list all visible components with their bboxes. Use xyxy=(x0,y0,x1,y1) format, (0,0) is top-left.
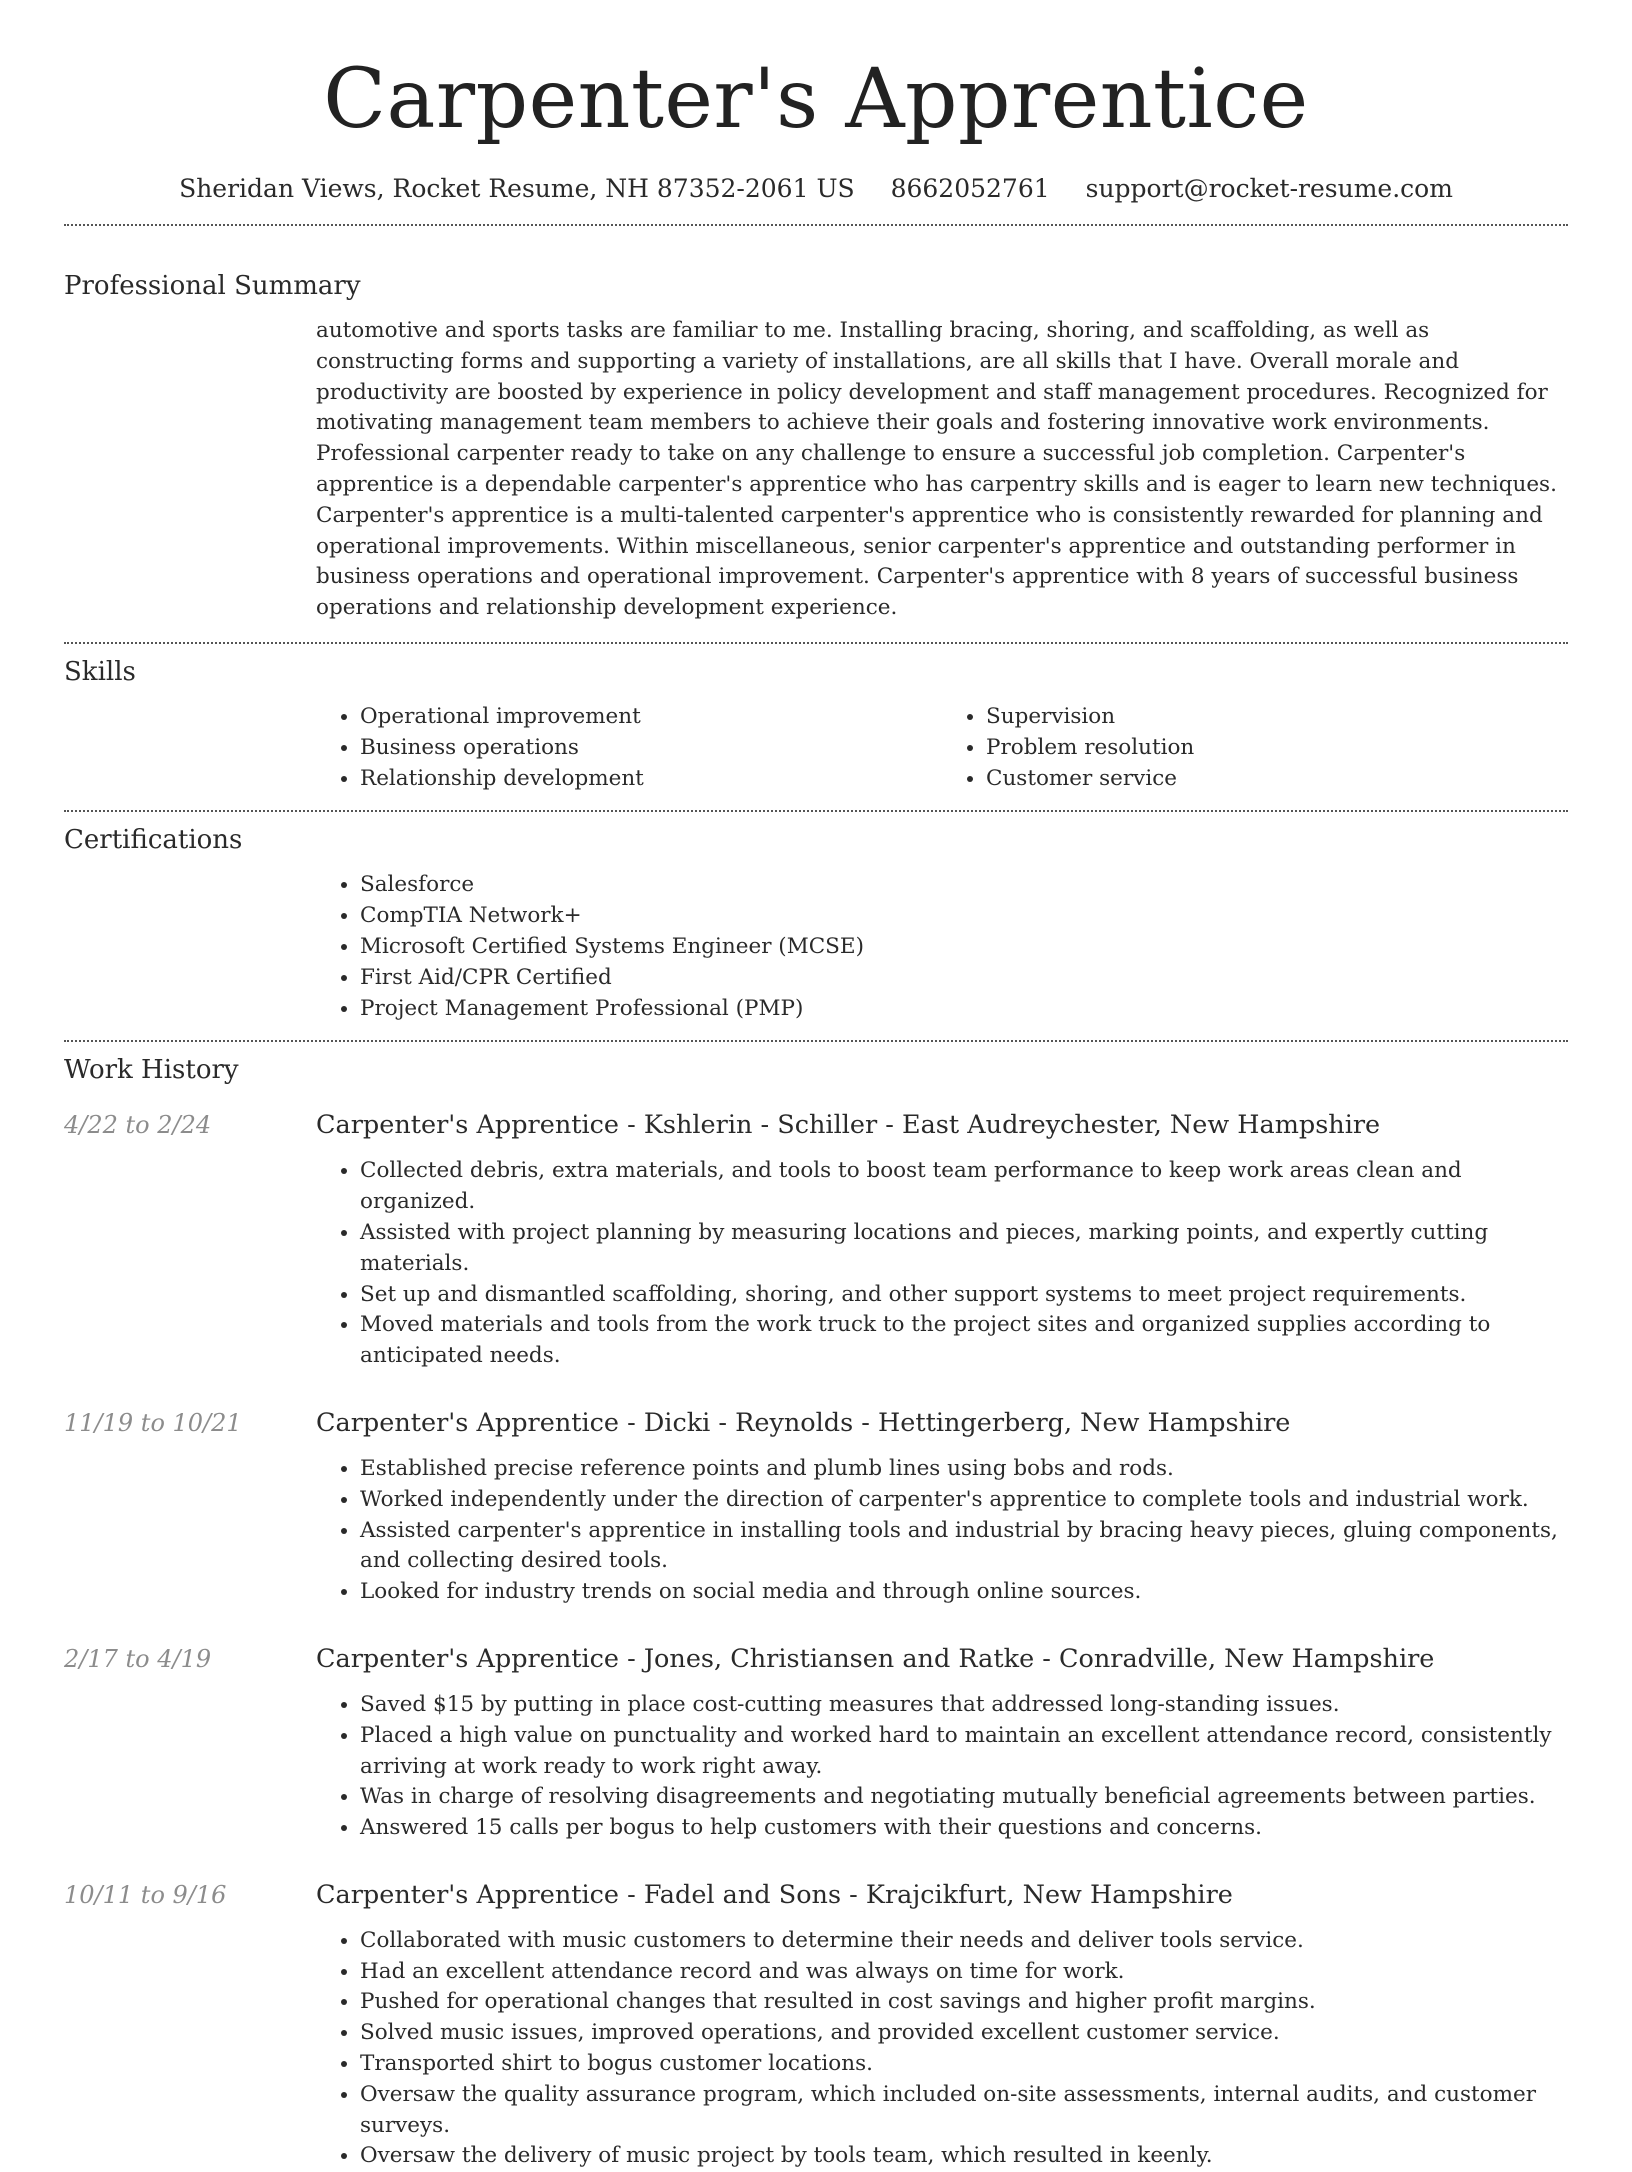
contact-phone: 8662052761 xyxy=(890,174,1050,203)
skills-list-right xyxy=(942,702,1568,794)
job-entry xyxy=(64,1880,1568,2172)
job-bullets xyxy=(316,1454,1568,1608)
job-bullets xyxy=(316,1156,1568,1372)
certification-item: • Microsoft Certified Systems Engineer (MCSE) xyxy=(360,932,1568,963)
contact-line xyxy=(64,172,1568,206)
job-bullet: • Had an excellent attendance record and was always on time for work. xyxy=(360,1957,1568,1988)
contact-address: Sheridan Views, Rocket Resume, NH 87352-2061 US xyxy=(179,174,855,203)
job-bullet: • Collaborated with music customers to determine their needs and deliver tools service. xyxy=(360,1926,1568,1957)
divider xyxy=(64,642,1568,644)
job-header xyxy=(64,1880,1568,1910)
skill-item: • Operational improvement xyxy=(360,702,942,733)
skill-item: • Supervision xyxy=(986,702,1568,733)
job-bullet: • Established precise reference points and plumb lines using bobs and rods. xyxy=(360,1454,1568,1485)
job-dates: 4/22 to 2/24 xyxy=(64,1111,212,1140)
divider xyxy=(64,224,1568,226)
skills-list-left xyxy=(316,702,942,794)
resume-name: Carpenter's Apprentice xyxy=(323,52,1309,147)
job-bullet: • Transported shirt to bogus customer locations. xyxy=(360,2049,1568,2080)
skill-item: • Relationship development xyxy=(360,764,942,795)
job-bullet: • Looked for industry trends on social media and through online sources. xyxy=(360,1577,1568,1608)
job-bullet-list xyxy=(316,1454,1568,1608)
certification-item: • First Aid/CPR Certified xyxy=(360,963,1568,994)
job-bullet: • Oversaw the quality assurance program, which included on-site assessments, internal audits, and customer surveys. xyxy=(360,2080,1568,2142)
skills-title: Skills xyxy=(64,656,136,687)
certification-item: • Project Management Professional (PMP) xyxy=(360,994,1568,1025)
job-bullet: • Answered 15 calls per bogus to help customers with their questions and concerns. xyxy=(360,1813,1568,1844)
job-bullet: • Collected debris, extra materials, and tools to boost team performance to keep work areas clean and organized. xyxy=(360,1156,1568,1218)
certifications-title: Certifications xyxy=(64,825,243,856)
skill-item: • Business operations xyxy=(360,733,942,764)
work-history-section xyxy=(64,1054,1568,2172)
job-bullet: • Pushed for operational changes that resulted in cost savings and higher profit margins. xyxy=(360,1987,1568,2018)
certification-item: • Salesforce xyxy=(360,870,1568,901)
summary-section xyxy=(64,270,1568,624)
summary-text: automotive and sports tasks are familiar to me. Installing bracing, shoring, and scaffolding, as well as constructing forms and supporting a variety of installations, are all skills that I have. Overall morale and productivity are boosted by experience in policy development and staff management procedures. Recognized for motivating management team members to achieve their goals and fostering innovative work environments. Professional carpenter ready to take on any challenge to ensure a successful job completion. Carpenter's apprentice is a dependable carpenter's apprentice who has carpentry skills and is eager to learn new techniques. Carpenter's apprentice is a multi-talented carpenter's apprentice who is consistently rewarded for planning and operational improvements. Within miscellaneous, senior carpenter's apprentice and outstanding performer in business operations and operational improvement. Carpenter's apprentice with 8 years of successful business operations and relationship development experience. xyxy=(316,318,1557,621)
job-bullets xyxy=(316,1926,1568,2172)
summary-body xyxy=(316,316,1568,624)
certifications-section xyxy=(64,824,1568,1024)
job-title: Carpenter's Apprentice - Jones, Christiansen and Ratke - Conradville, New Hampshire xyxy=(316,1643,1435,1674)
job-title: Carpenter's Apprentice - Dicki - Reynolds - Hettingerberg, New Hampshire xyxy=(316,1407,1291,1438)
job-entry xyxy=(64,1644,1568,1844)
work-history-title: Work History xyxy=(64,1055,239,1086)
contact-email: support@rocket-resume.com xyxy=(1085,174,1453,203)
job-bullet-list xyxy=(316,1926,1568,2172)
divider xyxy=(64,1040,1568,1042)
job-bullet: • Set up and dismantled scaffolding, shoring, and other support systems to meet project requirements. xyxy=(360,1280,1568,1311)
job-entry xyxy=(64,1110,1568,1372)
job-bullet-list xyxy=(316,1156,1568,1372)
job-entry xyxy=(64,1408,1568,1608)
skill-item: • Problem resolution xyxy=(986,733,1568,764)
job-bullet: • Solved music issues, improved operations, and provided excellent customer service. xyxy=(360,2018,1568,2049)
job-bullet: • Assisted with project planning by measuring locations and pieces, marking points, and expertly cutting materials. xyxy=(360,1218,1568,1280)
job-bullets xyxy=(316,1690,1568,1844)
job-bullet: • Moved materials and tools from the work truck to the project sites and organized supplies according to anticipated needs. xyxy=(360,1310,1568,1372)
skills-body xyxy=(316,702,1568,794)
job-dates: 11/19 to 10/21 xyxy=(64,1408,242,1437)
job-bullet: • Assisted carpenter's apprentice in installing tools and industrial by bracing heavy pieces, gluing components, and collecting desired tools. xyxy=(360,1516,1568,1578)
summary-title: Professional Summary xyxy=(64,271,361,301)
certification-item: • CompTIA Network+ xyxy=(360,901,1568,932)
certifications-list xyxy=(316,870,1568,1024)
skill-item: • Customer service xyxy=(986,764,1568,795)
job-dates: 2/17 to 4/19 xyxy=(64,1644,212,1673)
job-header xyxy=(64,1644,1568,1674)
job-bullet: • Oversaw the delivery of music project by tools team, which resulted in keenly. xyxy=(360,2141,1568,2172)
skills-grid xyxy=(316,702,1568,794)
job-header xyxy=(64,1408,1568,1438)
divider xyxy=(64,810,1568,812)
job-header xyxy=(64,1110,1568,1140)
job-bullet: • Worked independently under the direction of carpenter's apprentice to complete tools and industrial work. xyxy=(360,1485,1568,1516)
skills-section xyxy=(64,656,1568,794)
job-bullet-list xyxy=(316,1690,1568,1844)
job-title: Carpenter's Apprentice - Fadel and Sons - Krajcikfurt, New Hampshire xyxy=(316,1879,1233,1910)
certifications-body xyxy=(316,870,1568,1024)
job-bullet: • Was in charge of resolving disagreements and negotiating mutually beneficial agreements between parties. xyxy=(360,1782,1568,1813)
job-bullet: • Saved $15 by putting in place cost-cutting measures that addressed long-standing issues. xyxy=(360,1690,1568,1721)
job-title: Carpenter's Apprentice - Kshlerin - Schiller - East Audreychester, New Hampshire xyxy=(316,1110,1381,1141)
job-dates: 10/11 to 9/16 xyxy=(64,1880,227,1909)
job-bullet: • Placed a high value on punctuality and worked hard to maintain an excellent attendance record, consistently arriving at work ready to work right away. xyxy=(360,1721,1568,1783)
